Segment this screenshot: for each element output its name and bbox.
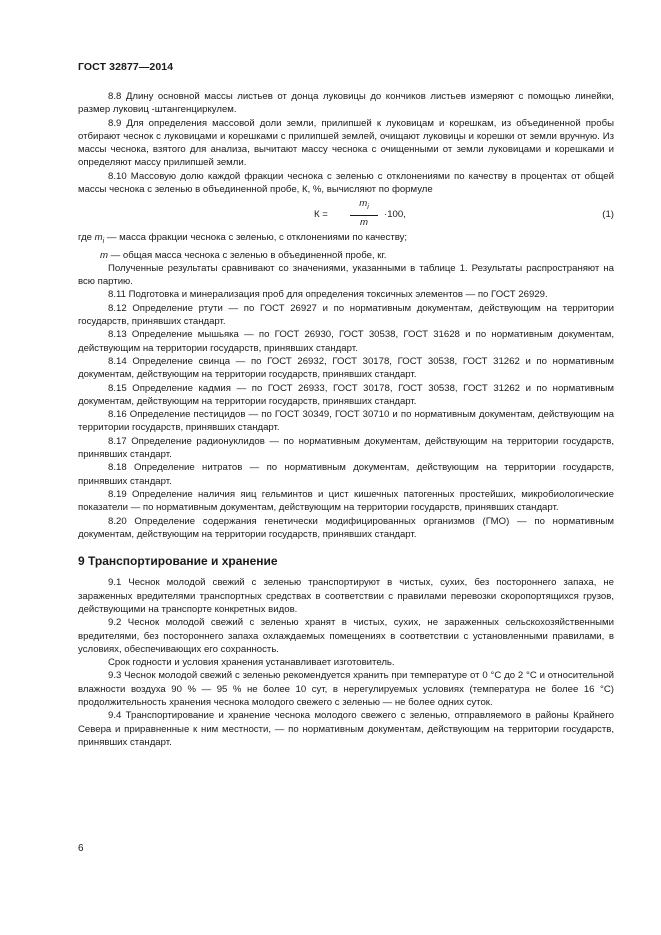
where-var-mi-sub: i	[102, 238, 105, 246]
paragraph-9-4: 9.4 Транспортирование и хранение чеснока молодого свежего с зеленью, отправляемого в районы Крайнего Севера и приравненные к ним местности, — по нормативным документам, действующим на территории государств, принявших стандарт.	[78, 710, 614, 748]
where-var-mi: m	[94, 232, 103, 244]
where-var-m: m	[100, 249, 108, 261]
paragraph-8-12: 8.12 Определение ртути — по ГОСТ 26927 и по нормативным документам, действующим на территории государств, принявших стандарт.	[78, 302, 614, 328]
where-prefix: где	[78, 232, 95, 244]
where-line-1	[78, 231, 614, 248]
formula-numerator	[350, 198, 378, 214]
paragraph-8-16: 8.16 Определение пестицидов — по ГОСТ 30349, ГОСТ 30710 и по нормативным документам, действующим на территории государств, принявших стандарт.	[78, 409, 614, 434]
document-body	[78, 90, 614, 749]
paragraph-8-10: 8.10 Массовую долю каждой фракции чеснока с зеленью с отклонениями по качеству в процентах от общей массы чеснока с зеленью в объединенной пробе, К, %, вычисляют по формуле	[78, 170, 614, 196]
paragraph-8-11: 8.11 Подготовка и минерализация проб для определения токсичных элементов — по ГОСТ 26929.	[108, 289, 548, 301]
paragraph-9-3: 9.3 Чеснок молодой свежий с зеленью рекомендуется хранить при температуре от 0 °С до 2 °С и относительной влажности воздуха 90 % — 95 % не более 10 сут, в нерегулируемых условиях (температура не более 16 °С) продолжительность хранения чеснока молодого свежего с зеленью — не более одних суток.	[78, 670, 614, 709]
paragraph-9-1: 9.1 Чеснок молодой свежий с зеленью транспортируют в чистых, сухих, без постороннего запаха, не зараженных вредителями транспортных средствах в соответствии с правилами перевозки скоропортящихся грузов, действующими на транспорте конкретных видов.	[78, 577, 614, 615]
where-text-2: — общая масса чеснока с зеленью в объединенной пробе, кг.	[108, 249, 387, 261]
formula-denominator: m	[360, 217, 368, 229]
paragraph-8-18: 8.18 Определение нитратов — по нормативным документам, действующим на территории государств, принявших стандарт.	[78, 462, 614, 487]
paragraph-shelf-life: Срок годности и условия хранения устанавливает изготовитель.	[108, 657, 395, 669]
section-heading: 9 Транспортирование и хранение	[78, 554, 278, 569]
document-header: ГОСТ 32877—2014	[78, 61, 174, 73]
paragraph-8-17: 8.17 Определение радионуклидов — по нормативным документам, действующим на территории государств, принявших стандарт.	[78, 435, 614, 461]
page-number: 6	[78, 843, 84, 854]
where-text-1: — масса фракции чеснока с зеленью, с отклонениями по качеству;	[104, 232, 408, 244]
where-line-2	[78, 249, 614, 262]
paragraph-8-20: 8.20 Определение содержания генетически модифицированных организмов (ГМО) — по нормативным документам, действующим на территории государств, принявших стандарт.	[78, 515, 614, 540]
paragraph-8-8: 8.8 Длину основной массы листьев от донца луковицы до кончиков листьев измеряют с помощью линейки, размер луковиц -штангенциркулем.	[78, 91, 614, 116]
paragraph-results: Полученные результаты сравнивают со значениями, указанными в таблице 1. Результаты распространяют на всю партию.	[78, 262, 614, 288]
formula-1	[78, 198, 614, 230]
paragraph-8-13: 8.13 Определение мышьяка — по ГОСТ 26930, ГОСТ 30538, ГОСТ 31628 и по нормативным документам, действующим на территории государств, принявших стандарт.	[78, 329, 614, 354]
paragraph-8-19: 8.19 Определение наличия яиц гельминтов и цист кишечных патогенных простейших, микробиологические показатели — по нормативным документам, действующим на территории государств, принявших стандарт.	[78, 488, 614, 514]
paragraph-8-9: 8.9 Для определения массовой доли земли, прилипшей к луковицам и корешкам, из объединенной пробы отбирают чеснок с луковицами и корешками с прилипшей землей, очищают луковицы и корешки от земли вручную. Из массы чеснока, взятого для анализа, вычитают массу чеснока с очищенными от земли луковицами и корешками и определяют массу прилипшей земли.	[78, 117, 614, 169]
paragraph-8-14: 8.14 Определение свинца — по ГОСТ 26932, ГОСТ 30178, ГОСТ 30538, ГОСТ 31262 и по нормативным документам, действующим на территории государств, принявших стандарт.	[78, 355, 614, 381]
formula-numerator-sub: i	[367, 204, 369, 212]
paragraph-8-15: 8.15 Определение кадмия — по ГОСТ 26933, ГОСТ 30178, ГОСТ 30538, ГОСТ 31262 и по нормативным документам, действующим на территории государств, принявших стандарт.	[78, 382, 614, 407]
formula-fraction	[350, 198, 378, 229]
formula-lhs: К =	[314, 209, 328, 221]
formula-numerator-var: m	[359, 198, 368, 210]
formula-number: (1)	[602, 209, 614, 221]
fraction-bar	[350, 215, 378, 216]
paragraph-9-2: 9.2 Чеснок молодой свежий с зеленью хранят в чистых, сухих, не зараженных сельскохозяйственными вредителями, без постороннего запаха охлаждаемых помещениях в соответствии с установленными правилами, в условиях, обеспечивающих его сохранность.	[78, 617, 614, 655]
formula-rhs: ·100,	[384, 209, 406, 221]
